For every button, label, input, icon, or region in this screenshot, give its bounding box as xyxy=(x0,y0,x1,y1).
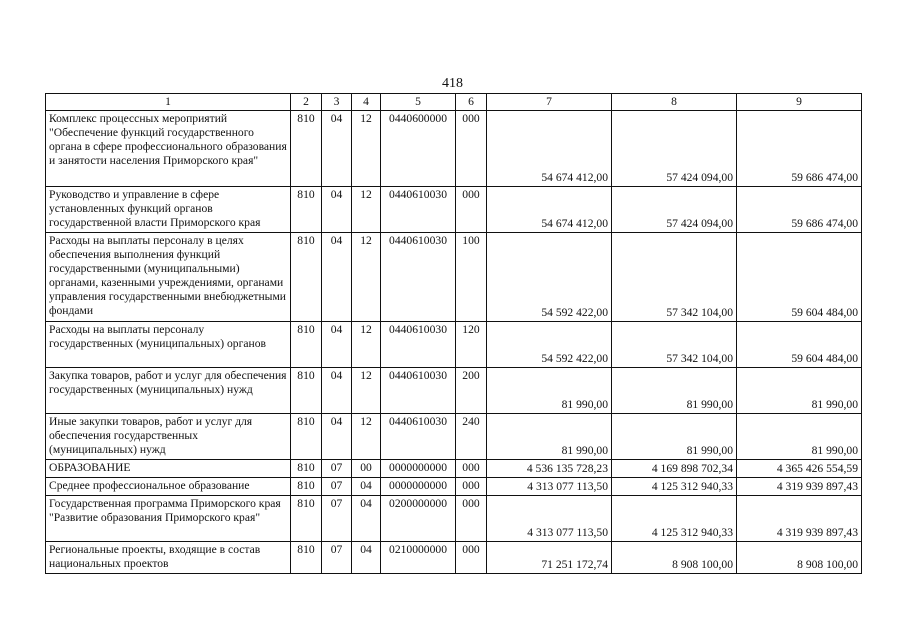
table-row xyxy=(46,478,862,496)
ministry-code: 810 xyxy=(291,460,322,478)
amount-col7: 4 313 077 113,50 xyxy=(487,496,612,542)
subsection-code: 12 xyxy=(352,111,381,187)
section-code: 04 xyxy=(322,322,352,368)
expense-type-code: 000 xyxy=(456,460,487,478)
subsection-code: 04 xyxy=(352,496,381,542)
section-code: 04 xyxy=(322,368,352,414)
amount-col9: 59 604 484,00 xyxy=(737,233,862,322)
table-header-row xyxy=(46,94,862,111)
amount-col7: 54 592 422,00 xyxy=(487,322,612,368)
expense-name: Государственная программа Приморского края "Развитие образования Приморского края" xyxy=(46,496,291,542)
section-code: 07 xyxy=(322,542,352,574)
amount-col9: 81 990,00 xyxy=(737,414,862,460)
budget-table xyxy=(45,93,862,574)
amount-col8: 81 990,00 xyxy=(612,414,737,460)
subsection-code: 12 xyxy=(352,322,381,368)
amount-col8: 4 169 898 702,34 xyxy=(612,460,737,478)
subsection-code: 12 xyxy=(352,414,381,460)
subsection-code: 12 xyxy=(352,233,381,322)
ministry-code: 810 xyxy=(291,542,322,574)
target-article-code: 0440610030 xyxy=(381,187,456,233)
column-header: 5 xyxy=(381,94,456,111)
amount-col7: 54 674 412,00 xyxy=(487,187,612,233)
target-article-code: 0440600000 xyxy=(381,111,456,187)
expense-type-code: 000 xyxy=(456,496,487,542)
amount-col9: 59 686 474,00 xyxy=(737,111,862,187)
amount-col8: 57 342 104,00 xyxy=(612,322,737,368)
expense-name: Иные закупки товаров, работ и услуг для обеспечения государственных (муниципальных) нужд xyxy=(46,414,291,460)
table-row xyxy=(46,414,862,460)
expense-type-code: 000 xyxy=(456,542,487,574)
section-code: 04 xyxy=(322,111,352,187)
expense-name: Руководство и управление в сфере установленных функций органов государственной власти Приморского края xyxy=(46,187,291,233)
section-code: 07 xyxy=(322,478,352,496)
expense-name: ОБРАЗОВАНИЕ xyxy=(46,460,291,478)
section-code: 07 xyxy=(322,496,352,542)
table-row xyxy=(46,233,862,322)
expense-type-code: 100 xyxy=(456,233,487,322)
expense-type-code: 000 xyxy=(456,478,487,496)
amount-col8: 8 908 100,00 xyxy=(612,542,737,574)
column-header: 4 xyxy=(352,94,381,111)
column-header: 1 xyxy=(46,94,291,111)
amount-col7: 54 674 412,00 xyxy=(487,111,612,187)
target-article-code: 0440610030 xyxy=(381,233,456,322)
column-header: 7 xyxy=(487,94,612,111)
amount-col9: 8 908 100,00 xyxy=(737,542,862,574)
table-row xyxy=(46,460,862,478)
amount-col8: 4 125 312 940,33 xyxy=(612,496,737,542)
column-header: 3 xyxy=(322,94,352,111)
section-code: 07 xyxy=(322,460,352,478)
table-row xyxy=(46,187,862,233)
ministry-code: 810 xyxy=(291,322,322,368)
section-code: 04 xyxy=(322,233,352,322)
page-number: 418 xyxy=(442,76,463,91)
target-article-code: 0000000000 xyxy=(381,478,456,496)
expense-name: Расходы на выплаты персоналу в целях обеспечения выполнения функций государственными (муниципальными) органами, казенными учреждениями, органами управления государственными внебюджетными фондами xyxy=(46,233,291,322)
expense-type-code: 000 xyxy=(456,111,487,187)
ministry-code: 810 xyxy=(291,187,322,233)
expense-name: Региональные проекты, входящие в состав национальных проектов xyxy=(46,542,291,574)
amount-col7: 4 536 135 728,23 xyxy=(487,460,612,478)
column-header: 8 xyxy=(612,94,737,111)
amount-col8: 57 342 104,00 xyxy=(612,233,737,322)
table-row xyxy=(46,111,862,187)
target-article-code: 0440610030 xyxy=(381,414,456,460)
target-article-code: 0210000000 xyxy=(381,542,456,574)
ministry-code: 810 xyxy=(291,368,322,414)
section-code: 04 xyxy=(322,187,352,233)
amount-col9: 4 319 939 897,43 xyxy=(737,496,862,542)
target-article-code: 0440610030 xyxy=(381,368,456,414)
ministry-code: 810 xyxy=(291,478,322,496)
subsection-code: 12 xyxy=(352,368,381,414)
target-article-code: 0200000000 xyxy=(381,496,456,542)
amount-col7: 4 313 077 113,50 xyxy=(487,478,612,496)
column-header: 2 xyxy=(291,94,322,111)
table-row xyxy=(46,496,862,542)
amount-col7: 81 990,00 xyxy=(487,414,612,460)
amount-col9: 4 365 426 554,59 xyxy=(737,460,862,478)
subsection-code: 04 xyxy=(352,542,381,574)
amount-col9: 59 686 474,00 xyxy=(737,187,862,233)
column-header: 9 xyxy=(737,94,862,111)
expense-name: Среднее профессиональное образование xyxy=(46,478,291,496)
ministry-code: 810 xyxy=(291,111,322,187)
column-header: 6 xyxy=(456,94,487,111)
expense-type-code: 120 xyxy=(456,322,487,368)
target-article-code: 0000000000 xyxy=(381,460,456,478)
subsection-code: 12 xyxy=(352,187,381,233)
amount-col9: 59 604 484,00 xyxy=(737,322,862,368)
ministry-code: 810 xyxy=(291,233,322,322)
expense-name: Закупка товаров, работ и услуг для обеспечения государственных (муниципальных) нужд xyxy=(46,368,291,414)
ministry-code: 810 xyxy=(291,414,322,460)
table-row xyxy=(46,542,862,574)
section-code: 04 xyxy=(322,414,352,460)
expense-name: Расходы на выплаты персоналу государственных (муниципальных) органов xyxy=(46,322,291,368)
amount-col7: 71 251 172,74 xyxy=(487,542,612,574)
amount-col7: 54 592 422,00 xyxy=(487,233,612,322)
expense-type-code: 000 xyxy=(456,187,487,233)
target-article-code: 0440610030 xyxy=(381,322,456,368)
subsection-code: 04 xyxy=(352,478,381,496)
table-row xyxy=(46,368,862,414)
expense-type-code: 240 xyxy=(456,414,487,460)
expense-type-code: 200 xyxy=(456,368,487,414)
amount-col9: 4 319 939 897,43 xyxy=(737,478,862,496)
subsection-code: 00 xyxy=(352,460,381,478)
amount-col8: 4 125 312 940,33 xyxy=(612,478,737,496)
amount-col7: 81 990,00 xyxy=(487,368,612,414)
ministry-code: 810 xyxy=(291,496,322,542)
amount-col8: 81 990,00 xyxy=(612,368,737,414)
amount-col8: 57 424 094,00 xyxy=(612,111,737,187)
amount-col8: 57 424 094,00 xyxy=(612,187,737,233)
expense-name: Комплекс процессных мероприятий "Обеспечение функций государственного органа в сфере профессионального образования и занятости населения Приморского края" xyxy=(46,111,291,187)
table-row xyxy=(46,322,862,368)
amount-col9: 81 990,00 xyxy=(737,368,862,414)
